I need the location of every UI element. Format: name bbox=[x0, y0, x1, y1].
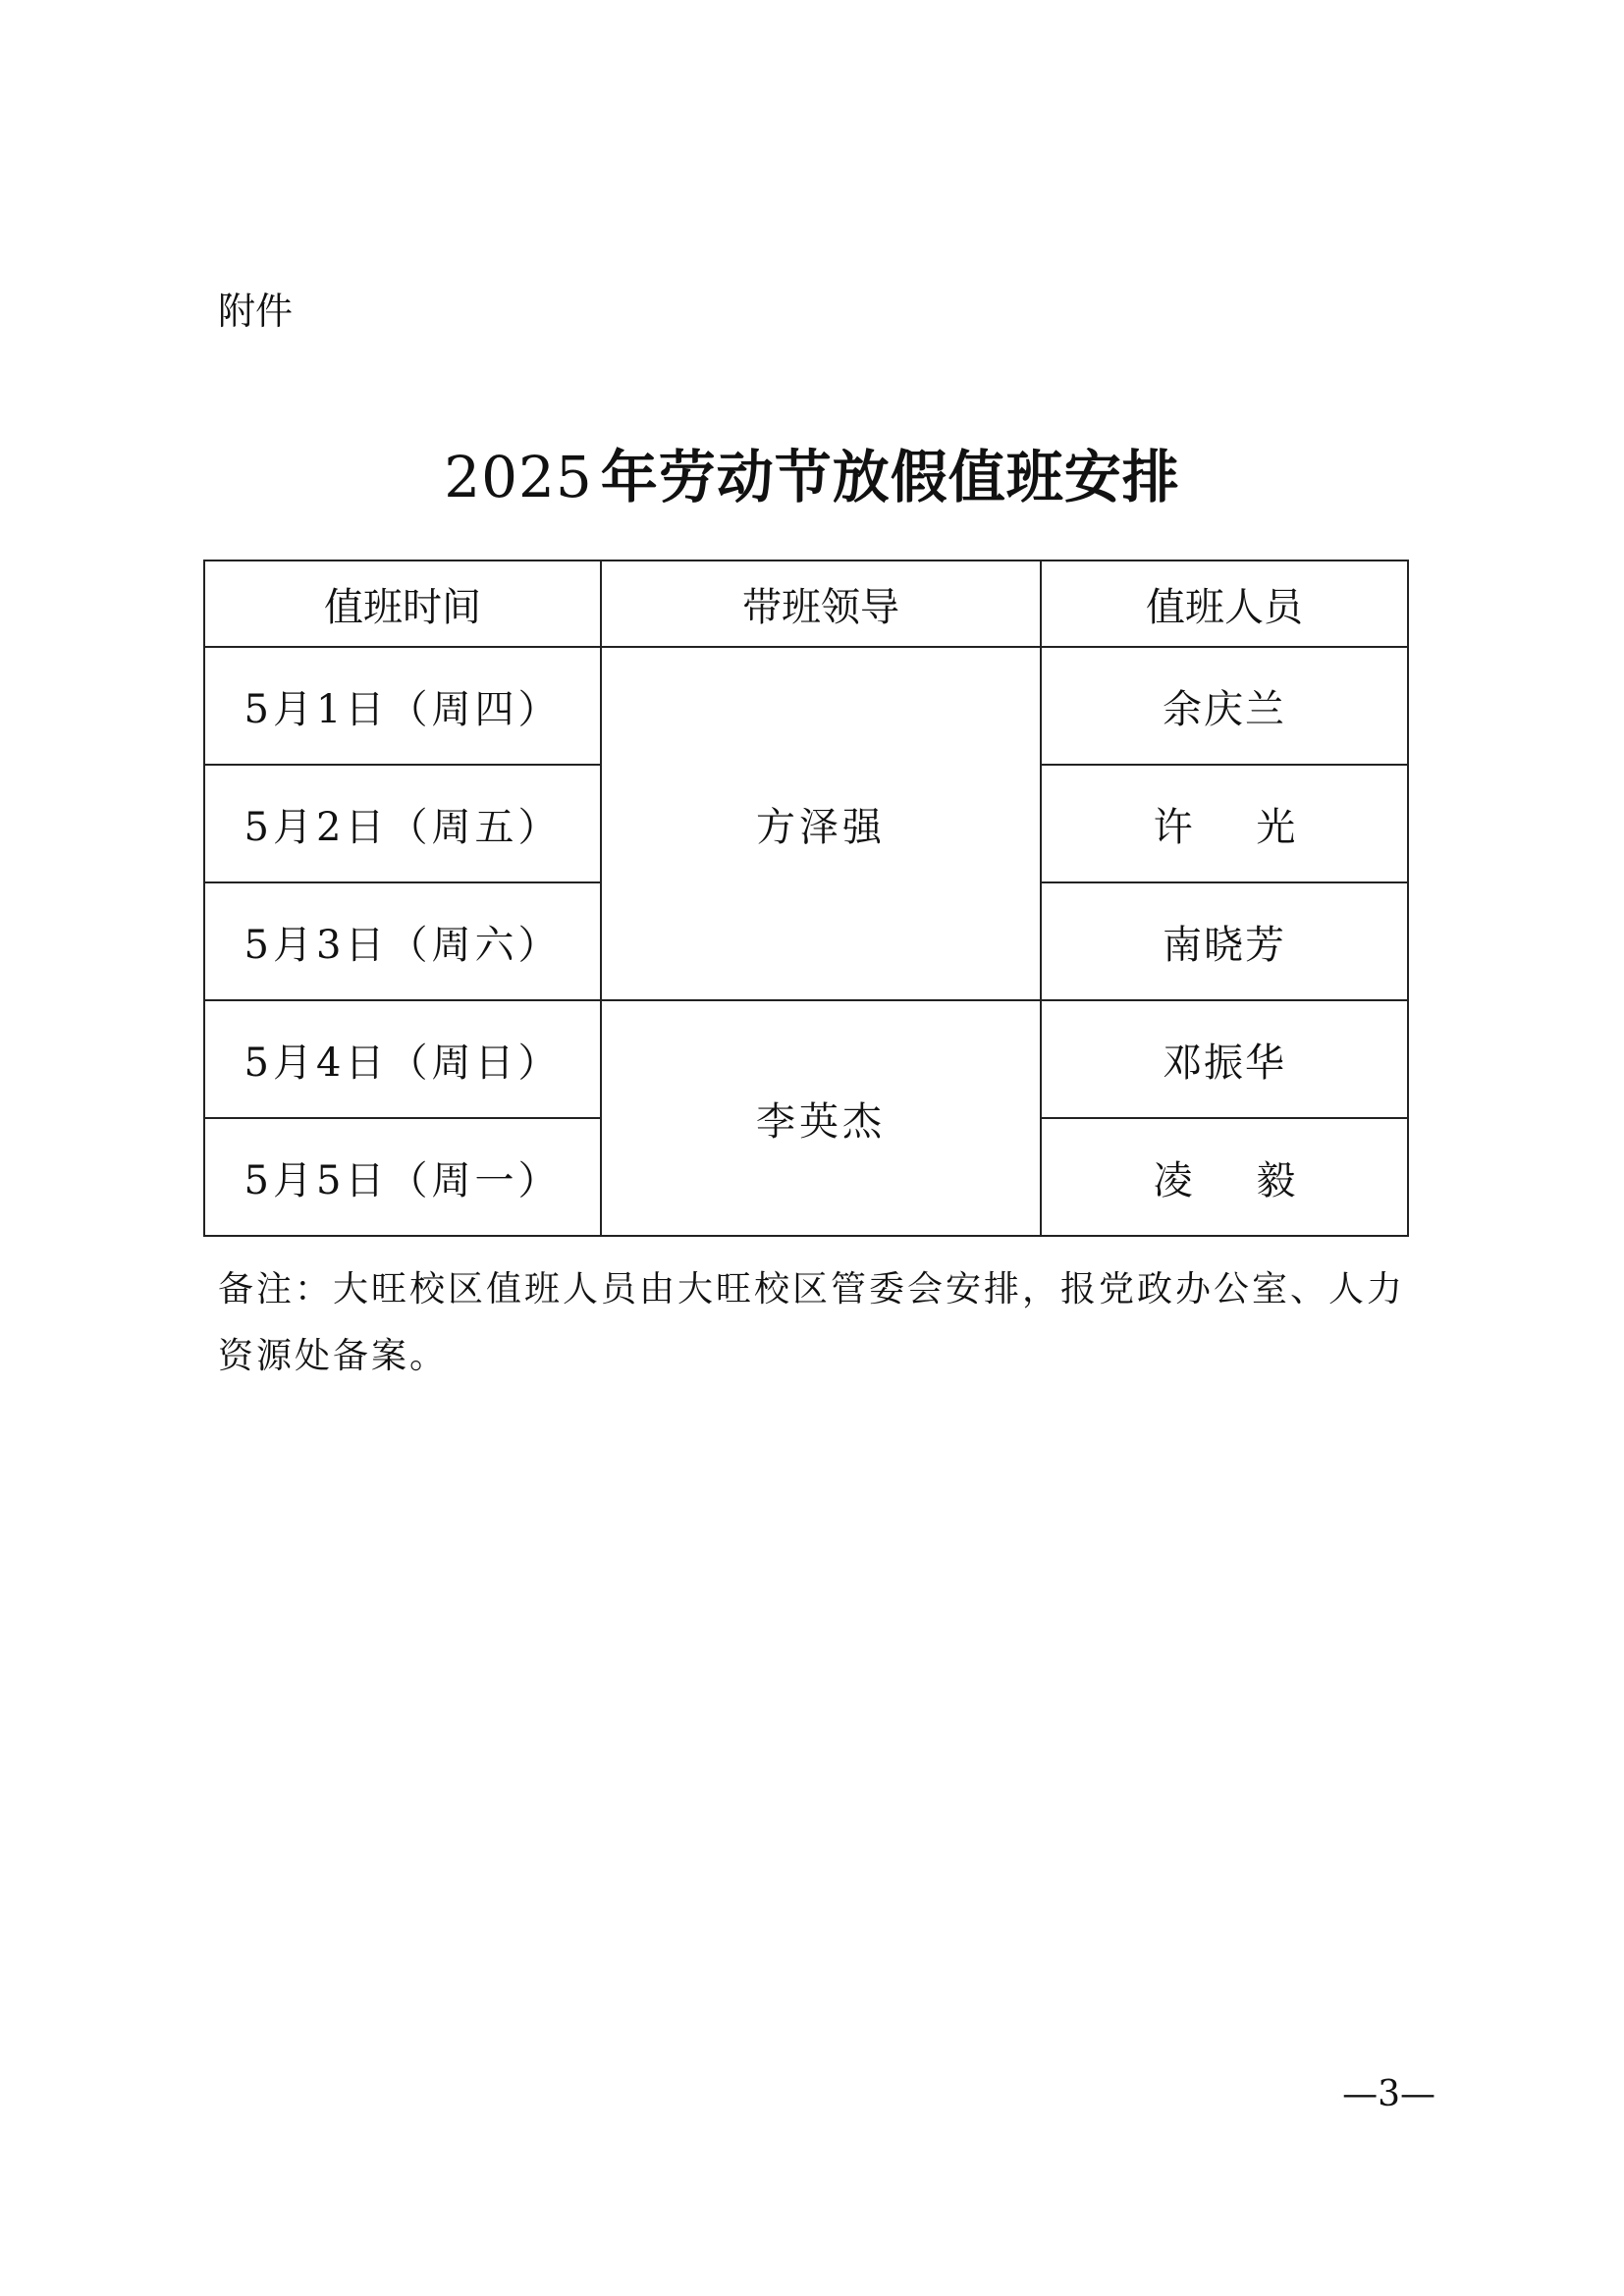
header-duty-time: 值班时间 bbox=[204, 561, 601, 647]
table-row bbox=[204, 647, 1408, 765]
header-leader: 带班领导 bbox=[601, 561, 1041, 647]
duty-date-cell: 5月5日（周一） bbox=[204, 1118, 601, 1236]
leader-cell: 方泽强 bbox=[601, 647, 1041, 1000]
title-year: 2025 bbox=[444, 444, 593, 510]
duty-date-cell: 5月1日（周四） bbox=[204, 647, 601, 765]
staff-cell: 南晓芳 bbox=[1041, 882, 1408, 1000]
staff-cell: 余庆兰 bbox=[1041, 647, 1408, 765]
staff-cell: 邓振华 bbox=[1041, 1000, 1408, 1118]
duty-date-cell: 5月4日（周日） bbox=[204, 1000, 601, 1118]
table-header-row bbox=[204, 561, 1408, 647]
title-text: 年劳动节放假值班安排 bbox=[600, 444, 1180, 510]
page-number: —3— bbox=[1342, 2074, 1435, 2114]
staff-cell: 许 光 bbox=[1041, 765, 1408, 882]
duty-schedule-table bbox=[203, 560, 1409, 1237]
table-row bbox=[204, 1000, 1408, 1118]
attachment-label: 附件 bbox=[218, 290, 294, 333]
document-title bbox=[0, 440, 1624, 514]
duty-date-cell: 5月3日（周六） bbox=[204, 882, 601, 1000]
staff-cell: 凌 毅 bbox=[1041, 1118, 1408, 1236]
remark-note: 备注：大旺校区值班人员由大旺校区管委会安排，报党政办公室、人力资源处备案。 bbox=[218, 1269, 1406, 1376]
duty-date-cell: 5月2日（周五） bbox=[204, 765, 601, 882]
leader-cell: 李英杰 bbox=[601, 1000, 1041, 1236]
header-duty-staff: 值班人员 bbox=[1041, 561, 1408, 647]
